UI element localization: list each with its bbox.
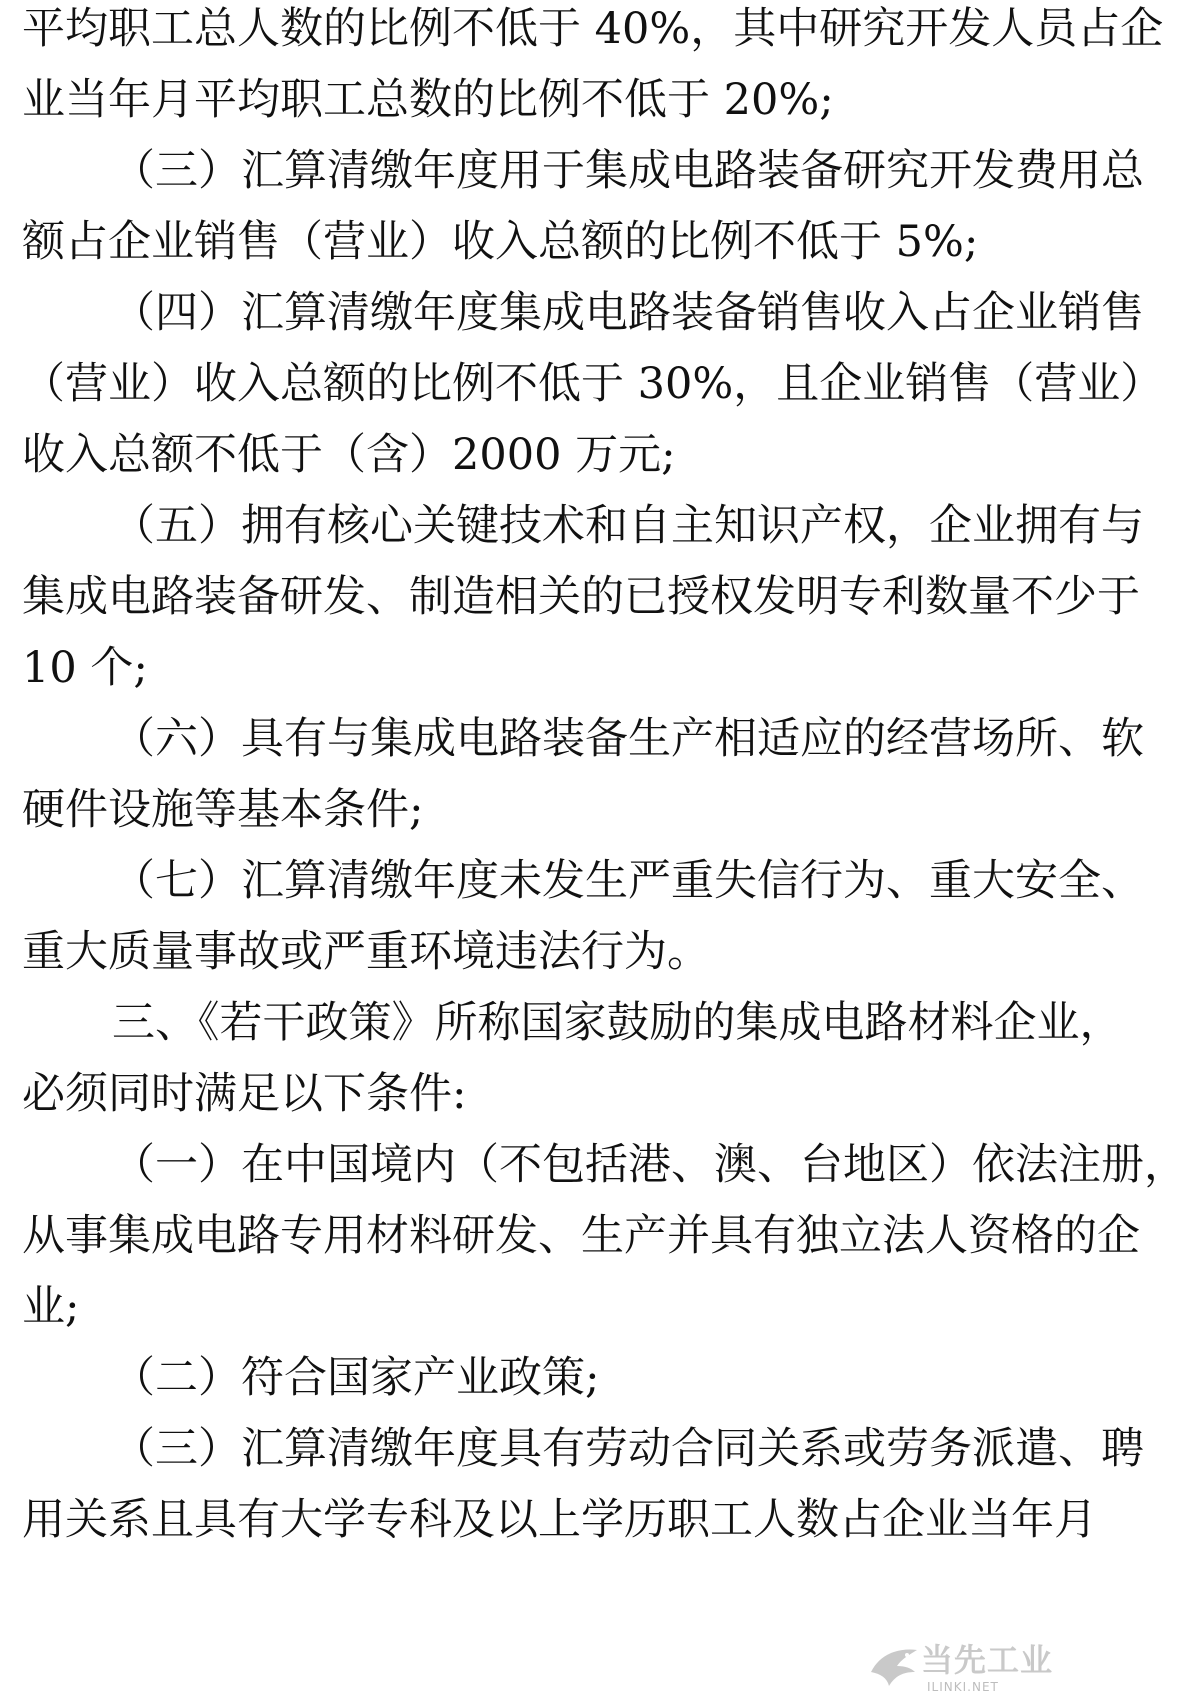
text-line: 三、《若干政策》所称国家鼓励的集成电路材料企业， [112,998,1123,1048]
text-line: 收入总额不低于（含）2000 万元; [22,430,676,480]
text-line: 重大质量事故或严重环境违法行为。 [22,927,710,977]
text-line: 平均职工总人数的比例不低于 40%，其中研究开发人员占企 [22,4,1164,54]
text-line: 从事集成电路专用材料研发、生产并具有独立法人资格的企 [22,1211,1140,1261]
text-line: （五）拥有核心关键技术和自主知识产权，企业拥有与 [112,501,1144,551]
text-line: 集成电路装备研发、制造相关的已授权发明专利数量不少于 [22,572,1140,622]
watermark-text: 当先工业 [921,1641,1054,1679]
text-line: （营业）收入总额的比例不低于 30%，且企业销售（营业） [22,359,1164,409]
text-line: （六）具有与集成电路装备生产相适应的经营场所、软 [112,714,1144,764]
text-line: 必须同时满足以下条件: [22,1069,467,1119]
text-line: 业当年月平均职工总数的比例不低于 20%; [22,75,834,125]
text-line: 10 个; [22,643,148,693]
text-line: （四）汇算清缴年度集成电路装备销售收入占企业销售 [112,288,1144,338]
eagle-logo-icon [867,1642,919,1694]
text-line: （二）符合国家产业政策; [112,1353,600,1403]
text-line: （七）汇算清缴年度未发生严重失信行为、重大安全、 [112,856,1144,906]
text-line: （一）在中国境内（不包括港、澳、台地区）依法注册， [112,1140,1187,1190]
watermark [867,1638,1072,1700]
text-line: 硬件设施等基本条件; [22,785,424,835]
text-line: （三）汇算清缴年度具有劳动合同关系或劳务派遣、聘 [112,1424,1144,1474]
watermark-url: ILINKI.NET [927,1680,999,1694]
text-line: 额占企业销售（营业）收入总额的比例不低于 5%; [22,217,979,267]
text-line: 业; [22,1282,80,1332]
text-line: （三）汇算清缴年度用于集成电路装备研究开发费用总 [112,146,1144,196]
text-line: 用关系且具有大学专科及以上学历职工人数占企业当年月 [22,1495,1097,1545]
